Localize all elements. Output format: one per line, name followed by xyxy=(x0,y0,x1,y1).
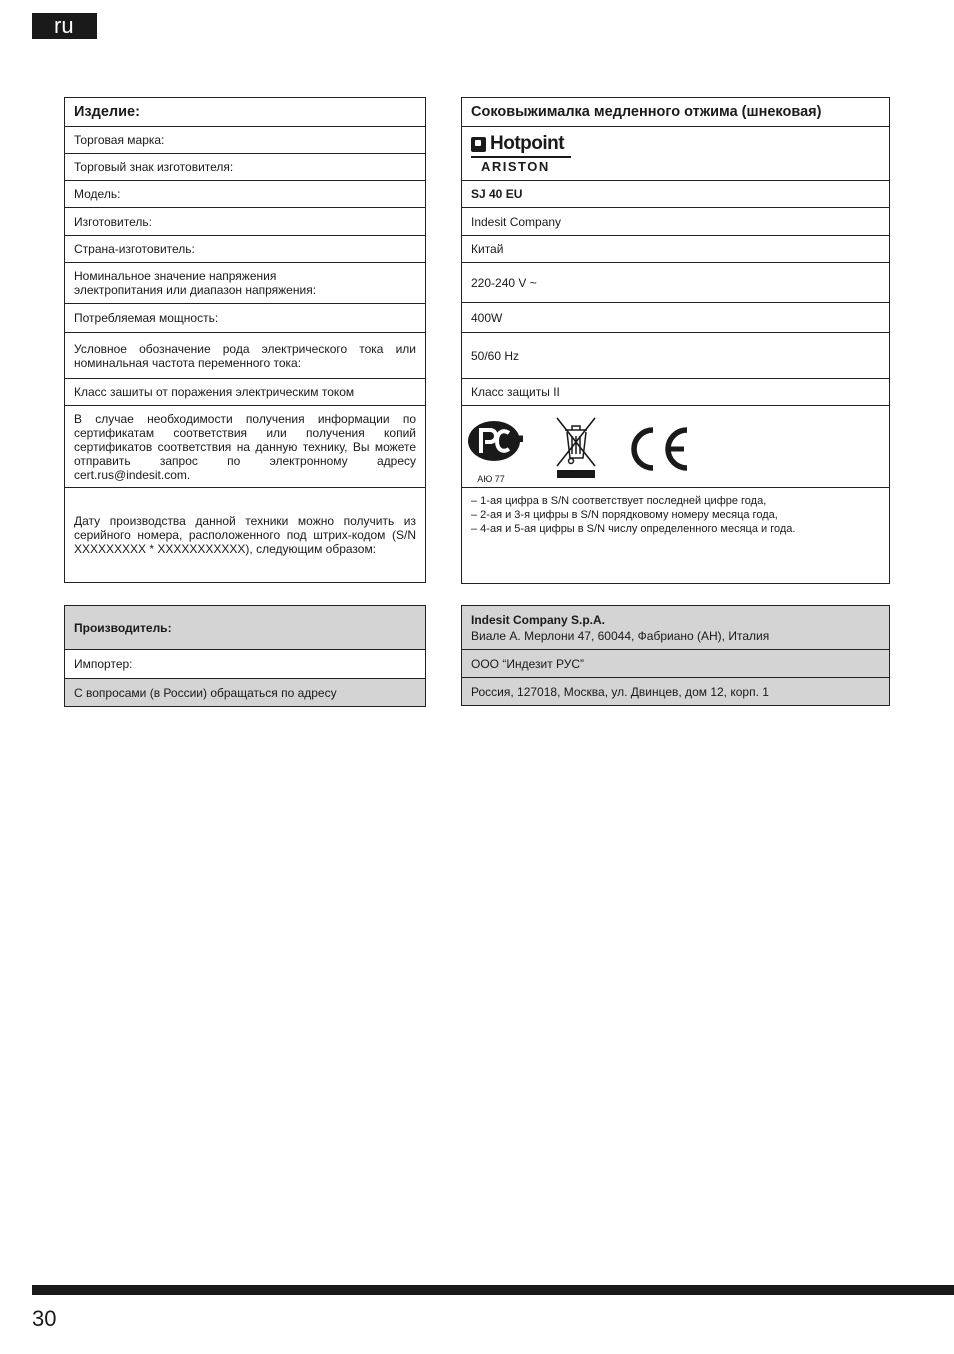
hotpoint-square-icon xyxy=(471,137,486,152)
importer-name: ООО “Индезит РУС” xyxy=(462,650,890,678)
value-country: Китай xyxy=(462,236,890,263)
weee-mark xyxy=(555,416,597,483)
value-manufacturer: Indesit Company xyxy=(462,208,890,236)
sn-rule-2: – 2-ая и 3-я цифры в S/N порядковому номеру месяца года, xyxy=(471,509,778,521)
company-values-table xyxy=(461,605,890,706)
brand-logo-cell xyxy=(462,127,890,181)
cert-code: АЮ 77 xyxy=(477,473,505,484)
product-header: Изделие: xyxy=(65,98,426,127)
value-frequency: 50/60 Hz xyxy=(462,333,890,379)
sn-rule-1: – 1-ая цифра в S/N соответствует последней цифре года, xyxy=(471,495,767,507)
ce-mark xyxy=(628,425,692,476)
logo-text-hotpoint: Hotpoint xyxy=(490,133,565,154)
label-voltage: Номинальное значение напряжения электропитания или диапазон напряжения: xyxy=(65,263,426,304)
company-labels-table xyxy=(64,605,426,707)
cert-marks-cell xyxy=(462,406,890,488)
label-power: Потребляемая мощность: xyxy=(65,304,426,333)
contact-address: Россия, 127018, Москва, ул. Двинцев, дом 12, корп. 1 xyxy=(462,678,890,706)
label-country: Страна-изготовитель: xyxy=(65,236,426,263)
product-name: Соковыжималка медленного отжима (шнековая) xyxy=(462,98,890,127)
label-importer: Импортер: xyxy=(65,650,426,679)
logo-text-ariston: ARISTON xyxy=(481,159,550,174)
producer-cell xyxy=(462,606,890,650)
label-brand: Торговая марка: xyxy=(65,127,426,154)
cert-info-text: В случае необходимости получения информации по сертификатам соответствия или получения копий сертификатов соответствия на данную технику, Вы можете отправить запрос по электронному адресу cert.rus@indesit.com. xyxy=(65,406,426,488)
value-power: 400W xyxy=(462,303,890,333)
weee-crossed-bin-icon xyxy=(555,416,597,480)
rostest-mark xyxy=(467,419,525,486)
label-manufacturer: Изготовитель: xyxy=(65,208,426,236)
value-voltage: 220-240 V ~ xyxy=(462,263,890,303)
label-model: Модель: xyxy=(65,181,426,208)
value-model: SJ 40 EU xyxy=(462,181,890,208)
language-badge: ru xyxy=(32,13,97,39)
producer-name: Indesit Company S.p.A. xyxy=(471,612,606,627)
page-number: 30 xyxy=(32,1306,57,1331)
rostest-mark-icon xyxy=(467,419,525,463)
producer-address: Виале А. Мерлони 47, 60044, Фабриано (АН), Италия xyxy=(471,628,770,643)
footer-rule xyxy=(32,1285,954,1295)
label-producer: Производитель: xyxy=(65,606,426,650)
ce-mark-icon xyxy=(628,425,692,473)
value-protection-class: Класс защиты II xyxy=(462,379,890,406)
sn-rule-3: – 4-ая и 5-ая цифры в S/N числу определенного месяца и года. xyxy=(471,523,796,535)
label-contact: С вопросами (в России) обращаться по адресу xyxy=(65,679,426,707)
production-date-text: Дату производства данной техники можно получить из серийного номера, расположенного под штрих-кодом (S/N XXXXXXXXX * XXXXXXXXXXX), следующим образом: xyxy=(65,488,426,583)
label-protection-class: Класс зашиты от поражения электрическим током xyxy=(65,379,426,406)
hotpoint-ariston-logo xyxy=(471,133,571,174)
label-frequency: Условное обозначение рода электрического тока или номинальная частота переменного тока: xyxy=(65,333,426,379)
product-labels-table xyxy=(64,97,426,583)
label-trademark: Торговый знак изготовителя: xyxy=(65,154,426,181)
product-values-table xyxy=(461,97,890,584)
sn-rules-cell xyxy=(462,488,890,584)
